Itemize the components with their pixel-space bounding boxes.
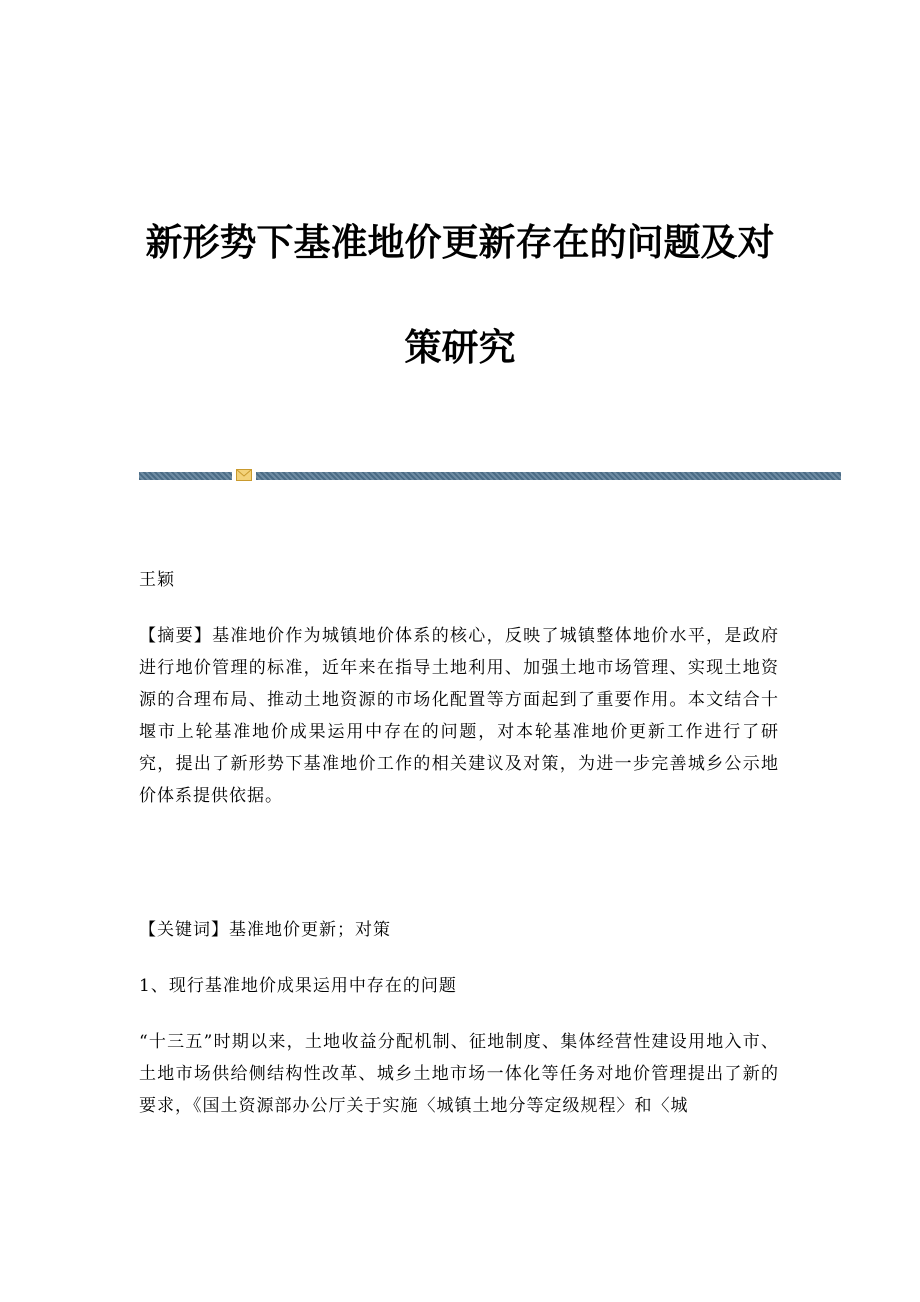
keywords-text: 【关键词】基准地价更新；对策 [139, 920, 391, 940]
divider-left [139, 472, 232, 480]
document-title [0, 190, 920, 400]
title-line-1: 新形势下基准地价更新存在的问题及对 [145, 221, 775, 264]
section-heading: 1、现行基准地价成果运用中存在的问题 [139, 976, 457, 996]
body-paragraph: “十三五”时期以来，土地收益分配机制、征地制度、集体经营性建设用地入市、土地市场供给侧结构性改革、城乡土地市场一体化等任务对地价管理提出了新的要求，《国土资源部办公厅关于实施〈城镇土地分等定级规程〉和〈城 [139, 1032, 779, 1116]
envelope-icon [236, 469, 252, 481]
title-line-2: 策研究 [404, 326, 516, 369]
divider-right [256, 472, 841, 480]
abstract-text: 【摘要】基准地价作为城镇地价体系的核心，反映了城镇整体地价水平，是政府进行地价管理的标准，近年来在指导土地利用、加强土地市场管理、实现土地资源的合理布局、推动土地资源的市场化配置等方面起到了重要作用。本文结合十堰市上轮基准地价成果运用中存在的问题，对本轮基准地价更新工作进行了研究，提出了新形势下基准地价工作的相关建议及对策，为进一步完善城乡公示地价体系提供依据。 [139, 626, 779, 806]
author-name: 王颖 [139, 570, 175, 590]
